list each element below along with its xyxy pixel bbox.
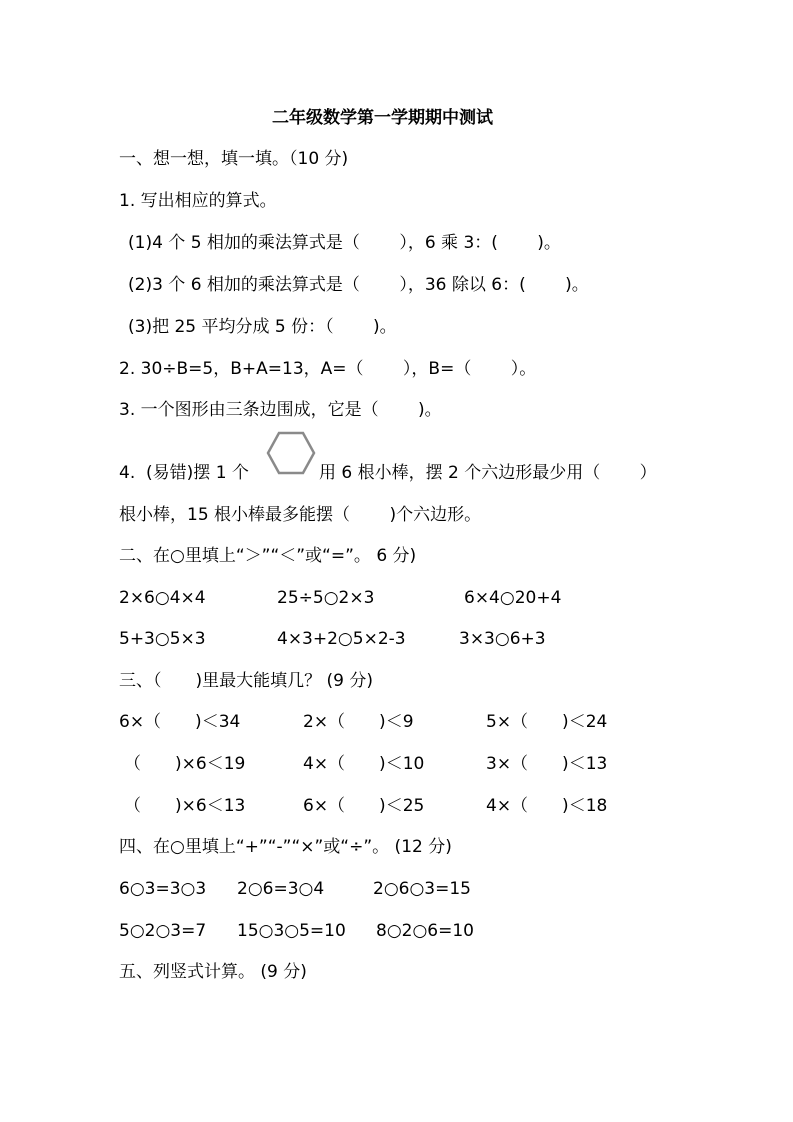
page-title: 二年级数学第一学期期中测试 [272, 108, 493, 128]
max-fill-item: 2×（ )＜9 [303, 712, 414, 732]
operator-item: 6○3=3○3 [119, 879, 207, 899]
compare-item: 3×3○6+3 [459, 629, 546, 649]
question-1-stem: 1. 写出相应的算式。 [119, 191, 277, 211]
question-1c: (3)把 25 平均分成 5 份：（ )。 [128, 317, 397, 337]
compare-item: 2×6○4×4 [119, 588, 206, 608]
max-fill-item: 4×（ )＜10 [303, 754, 425, 774]
section-2-heading: 二、在○里填上“＞”“＜”或“=”。 6 分) [119, 546, 417, 566]
question-4-part1: 4. (易错)摆 1 个 [119, 463, 249, 483]
question-4-part2: 用 6 根小棒，摆 2 个六边形最少用（ ） [319, 463, 657, 483]
operator-item: 2○6○3=15 [373, 879, 471, 899]
section-4-heading: 四、在○里填上“+”“-”“×”或“÷”。 (12 分) [119, 837, 452, 857]
operator-item: 15○3○5=10 [237, 921, 346, 941]
operator-item: 5○2○3=7 [119, 921, 207, 941]
max-fill-item: 5×（ )＜24 [486, 712, 608, 732]
max-fill-item: （ )×6＜19 [124, 754, 246, 774]
question-4-line2: 根小棒，15 根小棒最多能摆（ )个六边形。 [119, 505, 482, 525]
compare-item: 4×3+2○5×2-3 [277, 629, 406, 649]
hexagon-icon [266, 430, 316, 476]
question-2: 2. 30÷B=5，B+A=13，A=（ ），B=（ ）。 [119, 359, 537, 379]
operator-item: 8○2○6=10 [376, 921, 474, 941]
compare-item: 5+3○5×3 [119, 629, 206, 649]
operator-item: 2○6=3○4 [237, 879, 325, 899]
question-1b: (2)3 个 6 相加的乘法算式是（ ），36 除以 6：( )。 [128, 275, 589, 295]
question-1a: (1)4 个 5 相加的乘法算式是（ ），6 乘 3：( )。 [128, 233, 561, 253]
max-fill-item: 4×（ )＜18 [486, 796, 608, 816]
max-fill-item: （ )×6＜13 [124, 796, 246, 816]
max-fill-item: 3×（ )＜13 [486, 754, 608, 774]
section-5-heading: 五、列竖式计算。 (9 分) [119, 962, 307, 982]
question-3: 3. 一个图形由三条边围成，它是（ )。 [119, 400, 442, 420]
section-3-heading: 三、（ )里最大能填几？ (9 分) [119, 671, 374, 691]
compare-item: 6×4○20+4 [464, 588, 562, 608]
max-fill-item: 6×（ )＜25 [303, 796, 425, 816]
max-fill-item: 6×（ )＜34 [119, 712, 241, 732]
section-1-heading: 一、想一想，填一填。（10 分) [119, 149, 349, 169]
compare-item: 25÷5○2×3 [277, 588, 375, 608]
